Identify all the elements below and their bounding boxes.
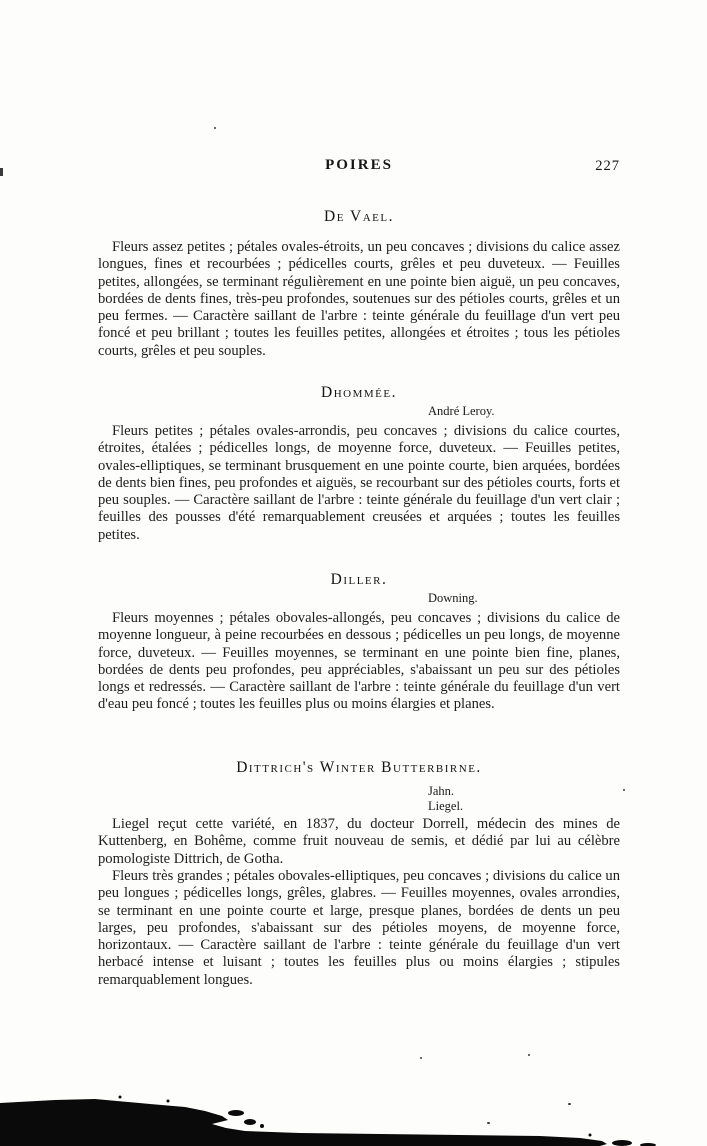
scan-edge-artifact (0, 1086, 707, 1146)
section-heading-de-vael: De Vael. (324, 208, 394, 225)
section-paragraph: Fleurs moyennes ; pétales obovales-allongés, peu concaves ; divisions du calice de moyenne longueur, à peine recourbées en dessous ; pédicelles un peu longs, de moyenne force, duveteux. — Feuilles moyennes, se terminant en une pointe bien fine, planes, bordées de dents peu profondes, peu appréciables, s'abaissant un peu sur des pétioles longs et redressés. — Caractère saillant de l'arbre : teinte générale du feuillage d'un vert d'eau peu foncé ; toutes les feuilles plus ou moins élargies et planes. (98, 610, 620, 713)
attribution: Liegel. (428, 799, 464, 813)
section-paragraph: Fleurs très grandes ; pétales obovales-elliptiques, peu concaves ; divisions du calice un peu longues ; pédicelles longs, grêles, glabres. — Feuilles moyennes, ovales arrondies, se terminant en une pointe courte et large, presque planes, bordées de dents un peu larges, peu profondes, s'abaissant sur des pétioles moyens, de moyenne force, horizontaux. — Caractère saillant de l'arbre : teinte générale du feuillage d'un vert herbacé intense et luisant ; toutes les feuilles plus ou moins élargies ; stipules remarquablement longues. (98, 868, 620, 988)
section-paragraph: Fleurs petites ; pétales ovales-arrondis, peu concaves ; divisions du calice courtes, étroites, étalées ; pédicelles longs, de moyenne force, duveteux. — Feuilles petites, ovales-elliptiques, se terminant brusquement en une pointe courte, bien arquées, bordées de dents bien fines, peu profondes et aiguës, se recourbant sur des pétioles courts, forts et peu souples. — Caractère saillant de l'arbre : teinte générale du feuillage d'un vert clair ; feuilles des pousses d'été remarquablement creusées et arquées ; toutes les feuilles petites. (98, 423, 620, 543)
section-heading-dittrichs-winter-butterbirne: Dittrich's Winter Butterbirne. (236, 759, 482, 776)
section-paragraph: Fleurs assez petites ; pétales ovales-étroits, un peu concaves ; divisions du calice assez longues, fines et recourbées ; pédicelles courts, grêles et peu duveteux. — Feuilles petites, allongées, se terminant régulièrement en une pointe bien aiguë, un peu concaves, bordées de dents fines, très-peu profondes, soutenues sur des pétioles courts, grêles et un peu fermes. — Caractère saillant de l'arbre : teinte générale du feuillage d'un vert peu foncé et peu brillant ; toutes les feuilles petites, allongées et étroites ; tous les pétioles courts, grêles et peu souples. (98, 239, 620, 359)
section-paragraph: Liegel reçut cette variété, en 1837, du docteur Dorrell, médecin des mines de Kuttenberg, en Bohême, comme fruit nouveau de semis, et dédié par lui au célèbre pomologiste Dittrich, de Gotha. (98, 816, 620, 867)
scan-speck (623, 789, 625, 791)
scan-speck (0, 168, 3, 176)
section-heading-diller: Diller. (330, 571, 388, 588)
scan-speck (420, 1057, 422, 1059)
section-heading-dhommee: Dhommée. (321, 384, 397, 401)
scan-speck (214, 127, 216, 129)
running-header-title: POIRES (325, 157, 393, 173)
attribution: Jahn. (428, 784, 455, 798)
scan-speck (528, 1054, 530, 1056)
page-number: 227 (595, 158, 620, 174)
attribution: André Leroy. (428, 404, 495, 418)
attribution: Downing. (428, 591, 478, 605)
